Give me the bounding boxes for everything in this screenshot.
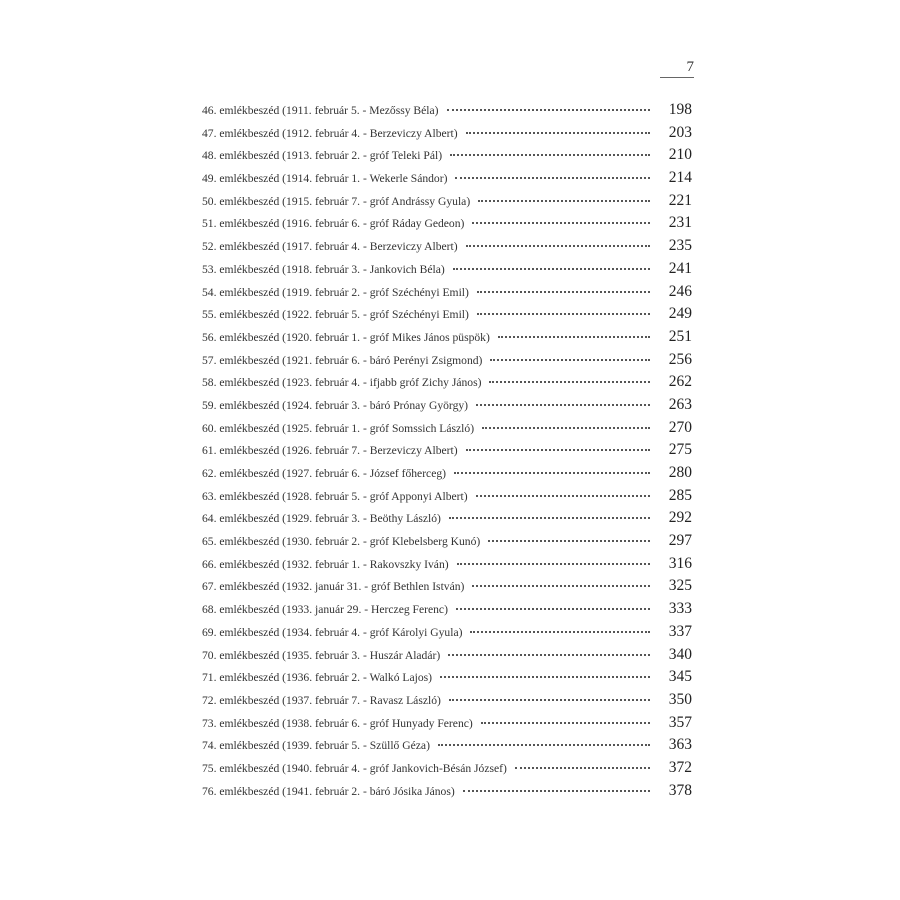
toc-entry — [202, 235, 692, 258]
dot-leader — [476, 495, 650, 497]
page-number-rule — [660, 77, 694, 78]
toc-entry-title: 76. emlékbeszéd (1941. február 2. - báró Jósika János) — [202, 784, 455, 798]
toc-entry — [202, 507, 692, 530]
dot-leader — [450, 154, 650, 156]
dot-leader — [466, 449, 650, 451]
toc-entry-title: 48. emlékbeszéd (1913. február 2. - gróf Teleki Pál) — [202, 149, 443, 163]
toc-entry-title: 52. emlékbeszéd (1917. február 4. - Berzeviczy Albert) — [202, 240, 458, 254]
toc-entry-page: 256 — [668, 350, 692, 368]
toc-entry — [202, 167, 692, 190]
toc-entry-page: 325 — [668, 577, 692, 595]
toc-entry-title: 57. emlékbeszéd (1921. február 6. - báró Perényi Zsigmond) — [202, 353, 483, 367]
toc-entry — [202, 689, 692, 712]
toc-entry — [202, 394, 692, 417]
toc-entry-page: 372 — [668, 758, 692, 776]
toc-entry-title: 69. emlékbeszéd (1934. február 4. - gróf Károlyi Gyula) — [202, 625, 463, 639]
toc-entry-page: 198 — [668, 101, 692, 118]
toc-entry — [202, 621, 692, 644]
toc-entry-page: 345 — [668, 668, 692, 686]
dot-leader — [498, 336, 650, 338]
dot-leader — [454, 472, 650, 474]
dot-leader — [476, 404, 650, 406]
dot-leader — [448, 654, 650, 656]
dot-leader — [463, 790, 650, 792]
toc-entry — [202, 326, 692, 349]
toc-entry-page: 263 — [668, 395, 692, 413]
dot-leader — [449, 517, 650, 519]
toc-entry — [202, 144, 692, 167]
toc-entry — [202, 712, 692, 735]
dot-leader — [455, 177, 650, 179]
dot-leader — [440, 676, 650, 678]
toc-entry-title: 49. emlékbeszéd (1914. február 1. - Wekerle Sándor) — [202, 172, 448, 186]
toc-entry-title: 70. emlékbeszéd (1935. február 3. - Huszár Aladár) — [202, 648, 441, 662]
toc-entry-page: 285 — [668, 486, 692, 504]
toc-entry-page: 235 — [668, 237, 692, 255]
dot-leader — [477, 313, 650, 315]
dot-leader — [488, 540, 650, 542]
toc-entry — [202, 553, 692, 576]
toc-entry-title: 64. emlékbeszéd (1929. február 3. - Beöthy László) — [202, 512, 441, 526]
toc-entry-page: 241 — [668, 259, 692, 277]
toc-entry-page: 262 — [668, 373, 692, 391]
toc-entry-page: 203 — [668, 123, 692, 141]
toc-entry-title: 55. emlékbeszéd (1922. február 5. - gróf Széchényi Emil) — [202, 308, 469, 322]
toc-entry — [202, 780, 692, 803]
dot-leader — [466, 132, 650, 134]
toc-entry — [202, 530, 692, 553]
dot-leader — [453, 268, 650, 270]
toc-entry-title: 50. emlékbeszéd (1915. február 7. - gróf Andrássy Gyula) — [202, 194, 471, 208]
toc-entry-title: 62. emlékbeszéd (1927. február 6. - József főherceg) — [202, 467, 447, 480]
toc-entry-title: 68. emlékbeszéd (1933. január 29. - Herczeg Ferenc) — [202, 603, 448, 617]
toc-entry-title: 53. emlékbeszéd (1918. február 3. - Jankovich Béla) — [202, 262, 445, 276]
toc-entry-page: 292 — [668, 509, 692, 527]
toc-entry-page: 350 — [668, 690, 692, 708]
toc-entry-title: 60. emlékbeszéd (1925. február 1. - gróf Somssich László) — [202, 421, 475, 435]
dot-leader — [449, 699, 650, 701]
toc-entry-page: 280 — [668, 464, 692, 481]
toc-entry — [202, 485, 692, 508]
toc-entry — [202, 212, 692, 235]
dot-leader — [472, 585, 650, 587]
toc-entry — [202, 462, 692, 485]
toc-entry-page: 270 — [668, 418, 692, 436]
toc-entry-title: 51. emlékbeszéd (1916. február 6. - gróf Ráday Gedeon) — [202, 217, 465, 231]
dot-leader — [456, 608, 650, 610]
toc-entry-title: 73. emlékbeszéd (1938. február 6. - gróf Hunyady Ferenc) — [202, 716, 473, 730]
toc-entry — [202, 757, 692, 780]
toc-entry-title: 56. emlékbeszéd (1920. február 1. - gróf Mikes János püspök) — [202, 330, 490, 344]
toc-entry-page: 249 — [668, 305, 692, 323]
toc-entry-page: 246 — [668, 282, 692, 300]
toc-entry-page: 340 — [668, 645, 692, 663]
toc-entry-title: 72. emlékbeszéd (1937. február 7. - Ravasz László) — [202, 693, 441, 707]
toc-entry — [202, 666, 692, 689]
dot-leader — [457, 563, 650, 565]
dot-leader — [470, 631, 650, 633]
toc-entry-page: 251 — [668, 327, 692, 345]
toc-entry-title: 54. emlékbeszéd (1919. február 2. - gróf Széchényi Emil) — [202, 285, 469, 299]
toc-entry-title: 67. emlékbeszéd (1932. január 31. - gróf Bethlen István) — [202, 580, 465, 594]
dot-leader — [482, 427, 650, 429]
toc-entry-page: 357 — [668, 713, 692, 731]
toc-entry-page: 210 — [668, 146, 692, 164]
dot-leader — [478, 200, 650, 202]
dot-leader — [490, 359, 650, 361]
toc-entry-page: 297 — [668, 532, 692, 550]
toc-entry-page: 378 — [668, 781, 692, 799]
toc-entry — [202, 439, 692, 462]
toc-entry — [202, 303, 692, 326]
toc-entry — [202, 122, 692, 145]
toc-entry-page: 214 — [668, 169, 692, 187]
dot-leader — [481, 722, 650, 724]
toc-entry — [202, 644, 692, 667]
toc-entry-page: 363 — [668, 736, 692, 754]
toc-entry — [202, 281, 692, 304]
toc-entry-page: 316 — [668, 554, 692, 572]
dot-leader — [447, 109, 650, 111]
dot-leader — [489, 381, 650, 383]
toc-entry — [202, 190, 692, 213]
dot-leader — [472, 222, 650, 224]
toc-entry-title: 61. emlékbeszéd (1926. február 7. - Berzeviczy Albert) — [202, 444, 458, 458]
toc-entry-page: 231 — [668, 214, 692, 232]
toc-entry-page: 333 — [668, 600, 692, 618]
toc-entry-title: 46. emlékbeszéd (1911. február 5. - Mezőssy Béla) — [202, 104, 439, 117]
toc-entry-page: 221 — [668, 191, 692, 209]
toc-entry — [202, 734, 692, 757]
toc-entry — [202, 99, 692, 122]
dot-leader — [466, 245, 650, 247]
toc-entry — [202, 575, 692, 598]
toc-entry-title: 75. emlékbeszéd (1940. február 4. - gróf Jankovich-Bésán József) — [202, 761, 507, 775]
toc-entry — [202, 371, 692, 394]
table-of-contents — [202, 99, 692, 802]
toc-entry-page: 337 — [668, 622, 692, 640]
toc-entry-title: 66. emlékbeszéd (1932. február 1. - Rakovszky Iván) — [202, 557, 449, 571]
toc-entry-page: 275 — [668, 441, 692, 459]
toc-entry-title: 65. emlékbeszéd (1930. február 2. - gróf Klebelsberg Kunó) — [202, 535, 481, 549]
toc-entry-title: 71. emlékbeszéd (1936. február 2. - Walkó Lajos) — [202, 671, 433, 685]
toc-entry-title: 74. emlékbeszéd (1939. február 5. - Szüllő Géza) — [202, 739, 430, 753]
toc-entry-title: 63. emlékbeszéd (1928. február 5. - gróf Apponyi Albert) — [202, 489, 468, 503]
dot-leader — [477, 291, 650, 293]
toc-entry — [202, 258, 692, 281]
dot-leader — [438, 744, 650, 746]
toc-entry — [202, 598, 692, 621]
toc-entry-title: 58. emlékbeszéd (1923. február 4. - ifjabb gróf Zichy János) — [202, 376, 482, 390]
toc-entry — [202, 349, 692, 372]
toc-entry-title: 47. emlékbeszéd (1912. február 4. - Berzeviczy Albert) — [202, 126, 458, 140]
toc-entry-title: 59. emlékbeszéd (1924. február 3. - báró Prónay György) — [202, 398, 469, 412]
dot-leader — [515, 767, 650, 769]
page-number: 7 — [686, 59, 694, 75]
toc-entry — [202, 417, 692, 440]
